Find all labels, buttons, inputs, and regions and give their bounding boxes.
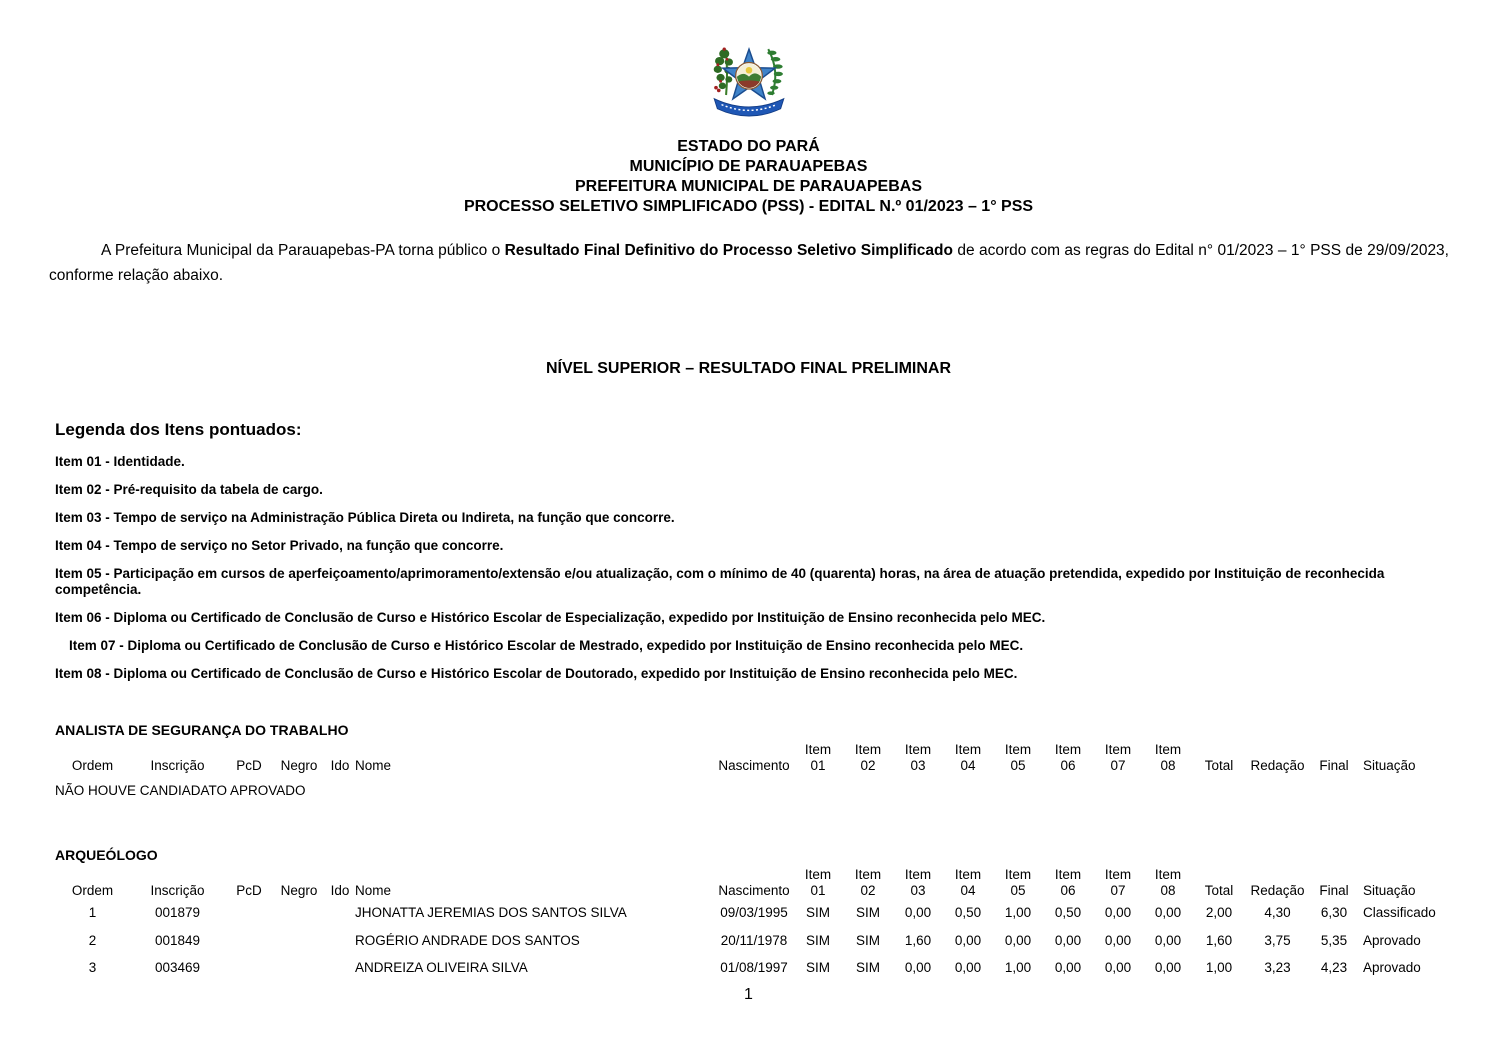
column-header-nascimento: Nascimento xyxy=(718,758,790,773)
column-header-item05: Item 05 xyxy=(1004,867,1032,898)
legend-item: Item 04 - Tempo de serviço no Setor Privado, na função que concorre. xyxy=(55,538,504,553)
legend-item: Item 05 - Participação em cursos de aperfeiçoamento/aprimoramento/extensão e/ou atualização, com o mínimo de 40 (quarenta) horas, na área de atuação pretendida, expedido por Instituição de reconhecida competência. xyxy=(55,566,1385,597)
cell-item04: 0,00 xyxy=(954,960,982,975)
intro-text-bold: Resultado Final Definitivo do Processo Seletivo Simplificado xyxy=(504,242,953,259)
table-section-analista-seguranca xyxy=(55,722,1455,799)
cell-ido xyxy=(325,954,355,982)
column-header-nome: Nome xyxy=(355,758,392,773)
column-header-inscricao: Inscrição xyxy=(150,883,205,898)
cell-ordem: 1 xyxy=(88,905,97,920)
cell-inscricao: 001849 xyxy=(154,932,201,948)
cell-item03: 0,00 xyxy=(904,960,932,975)
cell-item08: 0,00 xyxy=(1154,932,1182,948)
legend-title: Legenda dos Itens pontuados: xyxy=(55,420,302,439)
cell-item06: 0,50 xyxy=(1054,905,1082,920)
cell-pcd xyxy=(225,954,273,982)
cell-item02: SIM xyxy=(855,960,880,975)
cell-nome: ROGÉRIO ANDRADE DOS SANTOS xyxy=(355,932,580,948)
table-row xyxy=(55,927,1455,955)
cell-item06: 0,00 xyxy=(1054,960,1082,975)
column-header-item04: Item 04 xyxy=(954,742,982,773)
no-approved-candidates-message: NÃO HOUVE CANDIADATO APROVADO xyxy=(55,783,306,798)
cell-item07: 0,00 xyxy=(1104,905,1132,920)
cell-ordem: 2 xyxy=(88,932,97,948)
cell-final: 4,23 xyxy=(1320,960,1348,975)
intro-text-start: A Prefeitura Municipal da Parauapebas-PA torna público o xyxy=(101,242,505,259)
table-section-arqueologo xyxy=(55,847,1455,982)
column-header-item01: Item 01 xyxy=(804,867,832,898)
cell-negro xyxy=(273,927,325,955)
header-line-prefeitura: PREFEITURA MUNICIPAL DE PARAUAPEBAS xyxy=(575,178,922,195)
results-table xyxy=(55,740,1455,799)
logo-container xyxy=(0,40,1497,133)
cell-nascimento: 01/08/1997 xyxy=(720,960,788,975)
intro-paragraph xyxy=(49,239,1449,288)
cell-item01: SIM xyxy=(805,960,830,975)
column-header-item05: Item 05 xyxy=(1004,742,1032,773)
cell-item02: SIM xyxy=(855,932,880,948)
legend-item: Item 06 - Diploma ou Certificado de Conclusão de Curso e Histórico Escolar de Especialização, expedido por Instituição de Ensino reconhecida pelo MEC. xyxy=(55,610,1046,625)
column-header-inscricao: Inscrição xyxy=(150,758,205,773)
cell-ido xyxy=(325,927,355,955)
job-title: ARQUEÓLOGO xyxy=(55,847,158,863)
column-header-final: Final xyxy=(1319,758,1349,773)
cell-situacao: Classificado xyxy=(1363,905,1436,920)
section-title: NÍVEL SUPERIOR – RESULTADO FINAL PRELIMINAR xyxy=(545,360,952,377)
cell-item05: 1,00 xyxy=(1004,960,1032,975)
cell-ordem: 3 xyxy=(88,960,97,975)
cell-inscricao: 001879 xyxy=(154,905,201,920)
column-header-nascimento: Nascimento xyxy=(718,883,790,898)
job-title: ANALISTA DE SEGURANÇA DO TRABALHO xyxy=(55,722,349,738)
column-header-negro: Negro xyxy=(280,758,318,773)
table-header-row xyxy=(55,740,1455,774)
table-header-row xyxy=(55,865,1455,899)
header-line-processo: PROCESSO SELETIVO SIMPLIFICADO (PSS) - EDITAL N.º 01/2023 – 1° PSS xyxy=(463,198,1034,215)
legend-item: Item 02 - Pré-requisito da tabela de cargo. xyxy=(55,482,323,497)
column-header-item06: Item 06 xyxy=(1054,742,1082,773)
cell-nascimento: 20/11/1978 xyxy=(720,932,788,948)
column-header-pcd: PcD xyxy=(236,883,262,898)
cell-inscricao: 003469 xyxy=(154,960,201,975)
column-header-item01: Item 01 xyxy=(804,742,832,773)
cell-item08: 0,00 xyxy=(1154,960,1182,975)
cell-ido xyxy=(325,899,355,927)
column-header-ordem: Ordem xyxy=(71,883,114,898)
column-header-nome: Nome xyxy=(355,883,392,898)
column-header-item08: Item 08 xyxy=(1154,867,1182,898)
cell-item05: 0,00 xyxy=(1004,932,1032,948)
column-header-total: Total xyxy=(1204,758,1234,773)
cell-negro xyxy=(273,954,325,982)
column-header-item03: Item 03 xyxy=(904,742,932,773)
cell-situacao: Aprovado xyxy=(1363,960,1421,975)
column-header-negro: Negro xyxy=(280,883,318,898)
cell-redacao: 3,75 xyxy=(1264,932,1291,948)
cell-item01: SIM xyxy=(805,932,830,948)
column-header-redacao: Redação xyxy=(1250,883,1305,898)
column-header-item07: Item 07 xyxy=(1104,867,1132,898)
cell-nascimento: 09/03/1995 xyxy=(720,905,788,920)
cell-item04: 0,50 xyxy=(954,905,982,920)
column-header-situacao: Situação xyxy=(1363,758,1416,773)
cell-final: 6,30 xyxy=(1320,905,1348,920)
cell-nome: JHONATTA JEREMIAS DOS SANTOS SILVA xyxy=(355,905,627,920)
cell-negro xyxy=(273,899,325,927)
cell-item01: SIM xyxy=(805,905,830,920)
cell-redacao: 3,23 xyxy=(1264,960,1291,975)
column-header-redacao: Redação xyxy=(1250,758,1305,773)
results-table xyxy=(55,865,1455,982)
cell-redacao: 4,30 xyxy=(1264,905,1291,920)
cell-item02: SIM xyxy=(855,905,880,920)
column-header-item03: Item 03 xyxy=(904,867,932,898)
cell-item05: 1,00 xyxy=(1004,905,1032,920)
page-number: 1 xyxy=(744,985,753,1003)
table-row xyxy=(55,899,1455,927)
column-header-item08: Item 08 xyxy=(1154,742,1182,773)
cell-situacao: Aprovado xyxy=(1363,932,1421,948)
cell-item08: 0,00 xyxy=(1154,905,1182,920)
table-row xyxy=(55,954,1455,982)
legend-item: Item 03 - Tempo de serviço na Administração Pública Direta ou Indireta, na função que concorre. xyxy=(55,510,675,525)
legend-item: Item 07 - Diploma ou Certificado de Conclusão de Curso e Histórico Escolar de Mestrado, expedido por Instituição de Ensino reconhecida pelo MEC. xyxy=(69,638,1024,653)
cell-item06: 0,00 xyxy=(1054,932,1082,948)
legend-item: Item 01 - Identidade. xyxy=(55,454,185,469)
legend-list xyxy=(55,454,1467,682)
column-header-item02: Item 02 xyxy=(854,867,882,898)
column-header-item04: Item 04 xyxy=(954,867,982,898)
cell-final: 5,35 xyxy=(1320,932,1348,948)
cell-total: 1,60 xyxy=(1205,932,1233,948)
cell-pcd xyxy=(225,899,273,927)
column-header-situacao: Situação xyxy=(1363,883,1416,898)
column-header-ido: Ido xyxy=(330,883,350,898)
column-header-total: Total xyxy=(1204,883,1234,898)
cell-item07: 0,00 xyxy=(1104,932,1132,948)
cell-item07: 0,00 xyxy=(1104,960,1132,975)
column-header-ido: Ido xyxy=(330,758,350,773)
cell-pcd xyxy=(225,927,273,955)
parauapebas-coat-of-arms-icon xyxy=(698,40,800,128)
intro-text-end: de acordo com as regras do Edital n° 01/2023 – 1° PSS de 29/09/2023, conforme relação abaixo. xyxy=(49,242,1449,284)
cell-total: 2,00 xyxy=(1205,905,1233,920)
column-header-item07: Item 07 xyxy=(1104,742,1132,773)
column-header-ordem: Ordem xyxy=(71,758,114,773)
legend-item: Item 08 - Diploma ou Certificado de Conclusão de Curso e Histórico Escolar de Doutorado, expedido por Instituição de Ensino reconhecida pelo MEC. xyxy=(55,666,1018,681)
cell-nome: ANDREIZA OLIVEIRA SILVA xyxy=(355,960,528,975)
header-line-estado: ESTADO DO PARÁ xyxy=(677,138,820,155)
header-line-municipio: MUNICÍPIO DE PARAUAPEBAS xyxy=(629,158,868,175)
column-header-final: Final xyxy=(1319,883,1349,898)
cell-item03: 0,00 xyxy=(904,905,932,920)
column-header-pcd: PcD xyxy=(236,758,262,773)
cell-total: 1,00 xyxy=(1205,960,1233,975)
column-header-item06: Item 06 xyxy=(1054,867,1082,898)
cell-item04: 0,00 xyxy=(954,932,982,948)
cell-item03: 1,60 xyxy=(904,932,932,948)
column-header-item02: Item 02 xyxy=(854,742,882,773)
